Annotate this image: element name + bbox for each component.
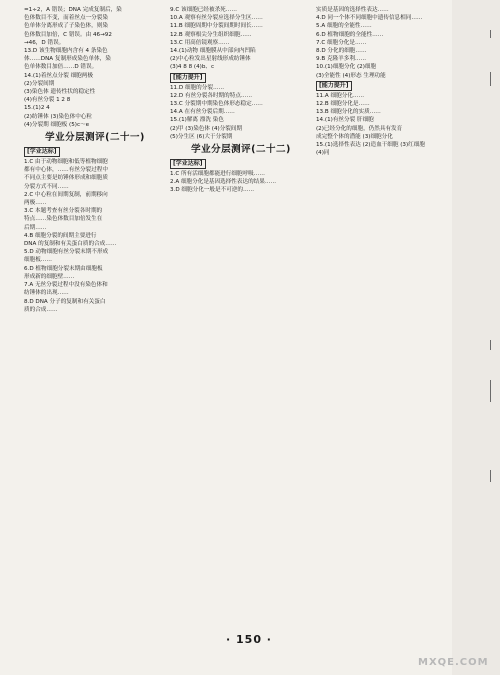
- answer-line: 2.A 细胞分化是基因选择性表达的结果……: [170, 179, 277, 186]
- watermark: MXQE.COM: [418, 657, 489, 668]
- answer-line: 都有中心体，……有丝分裂过程中: [24, 167, 108, 174]
- answer-line: 色单体数目加倍……D 错误。: [24, 64, 98, 71]
- answer-line: 9.B 克隆羊多利……: [316, 56, 367, 63]
- answers-prev-block: [24, 6, 166, 129]
- answer-line: →46，D 错误。: [24, 39, 65, 46]
- answer-line: 细胞板……: [24, 257, 52, 264]
- answer-line: (3)全能性 (4)形态 生理功能: [316, 72, 386, 79]
- answer-line: 15.(1)解离 漂洗 染色: [170, 117, 224, 124]
- answer-line: 14.A 在有丝分裂后期……: [170, 109, 235, 116]
- answer-line: 3.C 本题考查有丝分裂各时期的: [24, 208, 103, 215]
- gutter-mark: [490, 470, 491, 482]
- book-gutter: [452, 0, 500, 675]
- answer-line: 14.(1)动物 细胞膜从中部向内凹陷: [170, 48, 256, 55]
- column-left: [24, 6, 166, 646]
- answer-line: 色单体分离形成了子染色体，则染: [24, 23, 108, 30]
- answer-line: 8.D DNA 分子的复制和有关蛋白: [24, 298, 106, 305]
- answers-test22-block: [170, 170, 312, 195]
- answer-line: 14.(1)着丝点分裂 细胞两极: [24, 72, 93, 79]
- gutter-mark: [490, 72, 491, 86]
- answer-line: 后期……: [24, 224, 47, 231]
- answer-line: (4)分裂期 细胞板 (5)c～e: [24, 121, 90, 128]
- answer-line: 10.(1)细胞分化 (2)细胞: [316, 64, 377, 71]
- answer-line: 4.B 细胞分裂的间期主要进行: [24, 232, 97, 239]
- answer-line: 12.B 细胞分化是……: [316, 101, 370, 108]
- section-title-test22: 学业分层测评(二十二): [191, 144, 291, 156]
- answer-line: (4)同: [316, 150, 330, 157]
- answer-line: (2)甲 (3)染色体 (4)分裂间期: [170, 125, 243, 132]
- answer-line: 质的合成……: [24, 306, 58, 313]
- tag-xueye-dabiao-2: [学业达标]: [170, 159, 206, 169]
- answer-line: 13.B 细胞分化的实质……: [316, 109, 381, 116]
- answer-line: 13.C 分裂期中期染色体形态稳定……: [170, 101, 263, 108]
- answer-line: 7.C 细胞分化是……: [316, 39, 367, 46]
- answer-line: (2)纺锤体 (3)染色体中心粒: [24, 113, 92, 120]
- answer-line: 12.D 有丝分裂各时期的特点……: [170, 92, 253, 99]
- answer-line: 色体数目不变，而着丝点一分裂染: [24, 15, 108, 22]
- answers-middle-block: [170, 6, 312, 72]
- answer-line: 色体数目加倍，C 错误。由 46→92: [24, 31, 112, 38]
- answer-line: (3)染色体 遗传性状的稳定性: [24, 89, 96, 96]
- answer-line: 形成新的细胞壁……: [24, 273, 75, 280]
- answer-line: 14.(1)有丝分裂 肝细胞: [316, 117, 374, 124]
- answer-line: (2)分裂间期: [24, 80, 55, 87]
- answer-line: 10.A 观察有丝分裂应选择分生区……: [170, 15, 263, 22]
- answer-line: (5)分生区 (6)大于分裂期: [170, 133, 233, 140]
- tag-nengli-tisheng: [能力提升]: [170, 73, 206, 83]
- answer-line: 实质是基因的选择性表达……: [316, 7, 389, 13]
- answers-middle-block-b: [170, 84, 312, 141]
- answer-line: =1÷2，A 错误；DNA 完成复制后，染: [24, 7, 122, 13]
- column-middle: [170, 6, 312, 646]
- answer-line: 6.D 植物细胞的全能性……: [316, 31, 384, 38]
- answer-line: (3)4 8 8 (4)b、c: [170, 64, 215, 71]
- answer-line: (4)有丝分裂 1 2 8: [24, 97, 71, 104]
- answer-line: 15.(1)2 4: [24, 105, 50, 112]
- answer-line: 2.C 中心粒在间期复制，前期移向: [24, 191, 108, 198]
- answer-line: 1.C 所有活细胞都能进行细胞呼吸……: [170, 171, 265, 178]
- answer-line: (2)中心粒发出星射线形成纺锤体: [170, 56, 251, 63]
- answer-line: 8.D 分化的细胞……: [316, 48, 367, 55]
- gutter-mark: [490, 380, 491, 402]
- answer-line: 11.B 细胞周期中分裂间期时间长……: [170, 23, 263, 30]
- page-number: · 150 ·: [226, 633, 272, 646]
- gutter-mark: [490, 30, 491, 38]
- answer-line: 11.D 细胞的分裂……: [170, 84, 225, 91]
- answer-line: 7.A 无丝分裂过程中没有染色体和: [24, 282, 108, 289]
- answer-line: 不同点主要是纺锤体形成和细胞质: [24, 175, 108, 182]
- answer-line: 13.D 该生物细胞内含有 4 条染色: [24, 48, 108, 55]
- answer-line: 9.C 该细胞已经被杀死……: [170, 7, 237, 13]
- answer-line: 5.A 细胞的全能性……: [316, 23, 372, 30]
- answer-line: 两极……: [24, 200, 47, 207]
- answers-test21-block: [24, 158, 166, 314]
- answer-line: 11.A 细胞分化……: [316, 92, 365, 99]
- answers-right-block: [316, 6, 448, 80]
- answer-line: 3.D 细胞分化一般是不可逆的……: [170, 187, 255, 194]
- tag-nengli-tisheng-2: [能力提升]: [316, 81, 352, 91]
- answer-line: (2)已经分化的细胞，仍然具有发育: [316, 125, 403, 132]
- answers-right-block-b: [316, 92, 448, 158]
- gutter-mark: [490, 340, 491, 350]
- answer-line: 成完整个体的潜能 (3)细胞分化: [316, 133, 393, 140]
- answer-line: 13.C 用高倍镜观察……: [170, 39, 230, 46]
- answer-line: 1.C 由于动物细胞和低等植物细胞: [24, 159, 108, 166]
- answer-line: 12.B 观察根尖分生组织细胞……: [170, 31, 252, 38]
- answer-line: 纺锤体的出现……: [24, 290, 69, 297]
- answer-line: 体……DNA 复制形成染色单体，染: [24, 56, 111, 63]
- answer-line: 6.D 植物细胞分裂末期由细胞板: [24, 265, 103, 272]
- tag-xueye-dabiao: [学业达标]: [24, 147, 60, 157]
- answer-line: DNA 的复制和有关蛋白质的合成……: [24, 241, 117, 248]
- answer-line: 特点……染色体数目加倍发生在: [24, 216, 103, 223]
- section-title-test21: 学业分层测评(二十一): [45, 132, 145, 144]
- column-right: [316, 6, 448, 646]
- answer-line: 4.D 同一个体不同细胞中遗传信息相同……: [316, 15, 423, 22]
- answer-line: 分裂方式不同……: [24, 183, 69, 190]
- answer-line: 15.(1)选择性表达 (2)造血干细胞 (3)红细胞: [316, 142, 425, 149]
- answer-line: 5.D 动物细胞有丝分裂末期不形成: [24, 249, 109, 256]
